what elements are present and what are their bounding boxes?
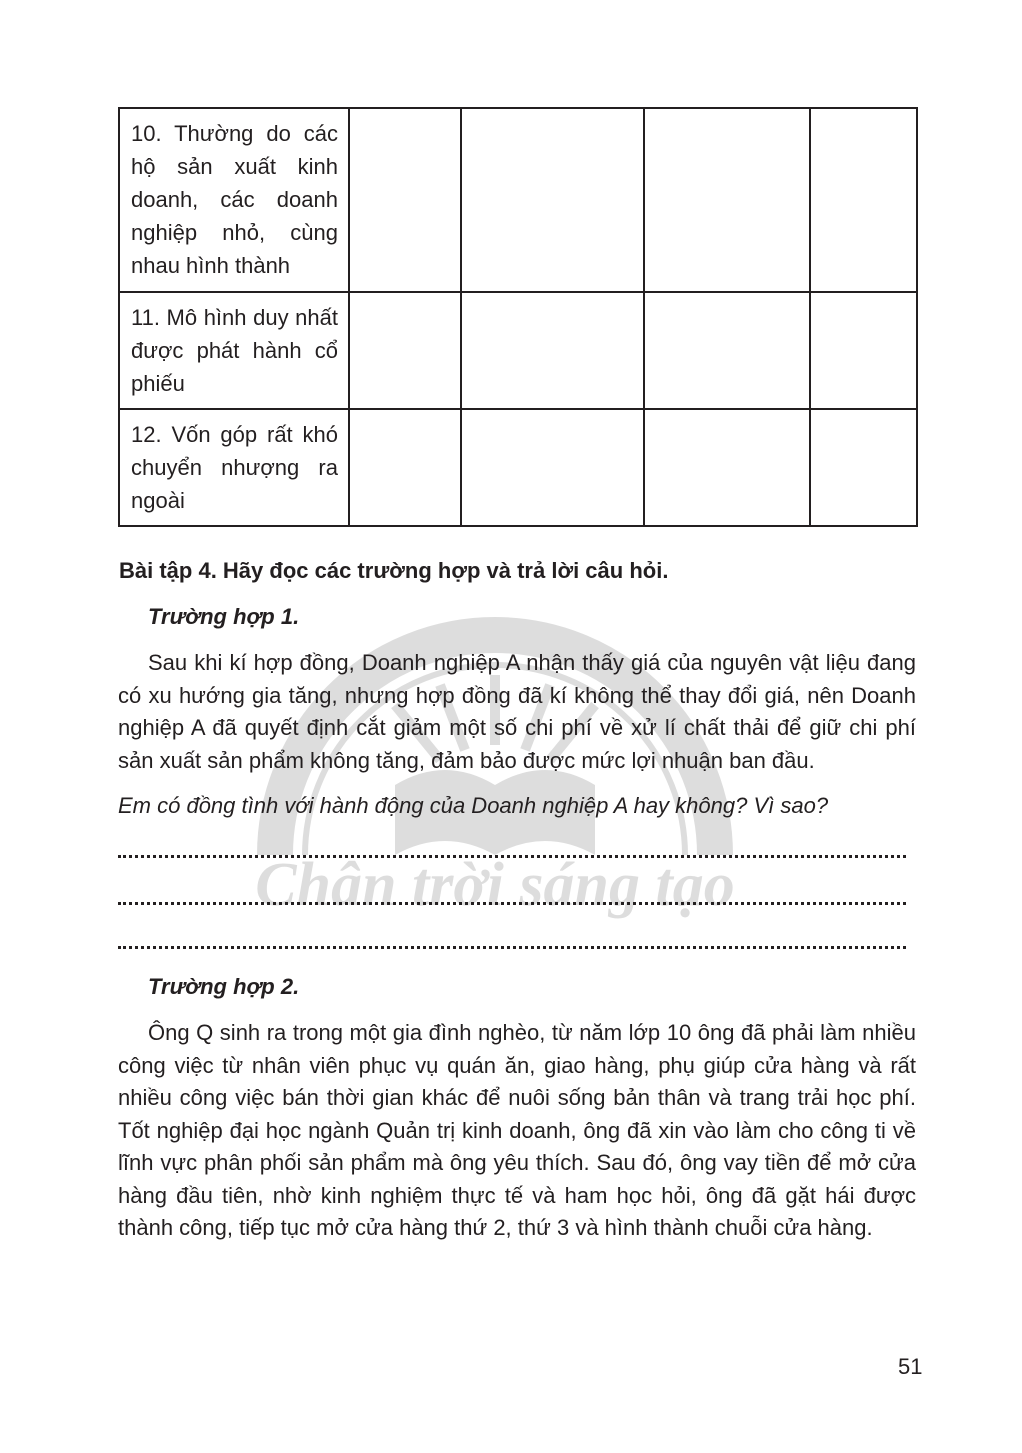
table-row <box>119 108 917 292</box>
exercise-title: Bài tập 4. Hãy đọc các trường hợp và trả lời câu hỏi. <box>119 558 669 583</box>
case-2-text: Ông Q sinh ra trong một gia đình nghèo, từ năm lớp 10 ông đã phải làm nhiều công việc từ nhân viên phục vụ quán ăn, giao hàng, phụ giúp cửa hàng và rất nhiều công việc bán thời gian khác để nuôi sống bản thân và trang trải học phí. Tốt nghiệp đại học ngành Quản trị kinh doanh, ông đã xin vào làm cho công ti về lĩnh vực phân phối sản phẩm mà ông yêu thích. Sau đó, ông vay tiền để mở cửa hàng đầu tiên, nhờ kinh nghiệm thực tế và ham học hỏi, ông đã gặt hái được thành công, tiếp tục mở cửa hàng thứ 2, thứ 3 và hình thành chuỗi cửa hàng. <box>118 1020 916 1240</box>
table-row <box>119 292 917 409</box>
row-label-10: 10. Thường do các hộ sản xuất kinh doanh, các doanh nghiệp nhỏ, cùng nhau hình thành <box>119 108 349 292</box>
answer-line-2[interactable] <box>118 898 906 905</box>
table-cell[interactable] <box>810 409 917 526</box>
answer-line-1[interactable] <box>118 851 906 858</box>
row-label-11: 11. Mô hình duy nhất được phát hành cổ phiếu <box>119 292 349 409</box>
table-cell[interactable] <box>644 108 810 292</box>
table-cell[interactable] <box>644 409 810 526</box>
table-cell[interactable] <box>810 292 917 409</box>
table-cell[interactable] <box>644 292 810 409</box>
case-1-title: Trường hợp 1. <box>148 604 300 629</box>
watermark-text: Chân trời sáng tạo <box>255 851 735 919</box>
table-row <box>119 409 917 526</box>
case-2-title: Trường hợp 2. <box>148 974 300 999</box>
page-number: 51 <box>898 1354 923 1379</box>
table-cell[interactable] <box>349 108 461 292</box>
case-1-question: Em có đồng tình với hành động của Doanh nghiệp A hay không? Vì sao? <box>118 793 829 818</box>
row-label-12: 12. Vốn góp rất khó chuyển nhượng ra ngoài <box>119 409 349 526</box>
table-cell[interactable] <box>349 409 461 526</box>
table-cell[interactable] <box>461 108 644 292</box>
table-cell[interactable] <box>349 292 461 409</box>
table-cell[interactable] <box>810 108 917 292</box>
answer-line-3[interactable] <box>118 942 906 949</box>
table-cell[interactable] <box>461 409 644 526</box>
comparison-table <box>118 107 918 527</box>
case-1-text: Sau khi kí hợp đồng, Doanh nghiệp A nhận thấy giá của nguyên vật liệu đang có xu hướng gia tăng, nhưng hợp đồng đã kí không thể thay đổi giá, nên Doanh nghiệp A đã quyết định cắt giảm một số chi phí về xử lí chất thải để giữ chi phí sản xuất sản phẩm không tăng, đảm bảo được mức lợi nhuận ban đầu. <box>118 650 916 773</box>
table-cell[interactable] <box>461 292 644 409</box>
